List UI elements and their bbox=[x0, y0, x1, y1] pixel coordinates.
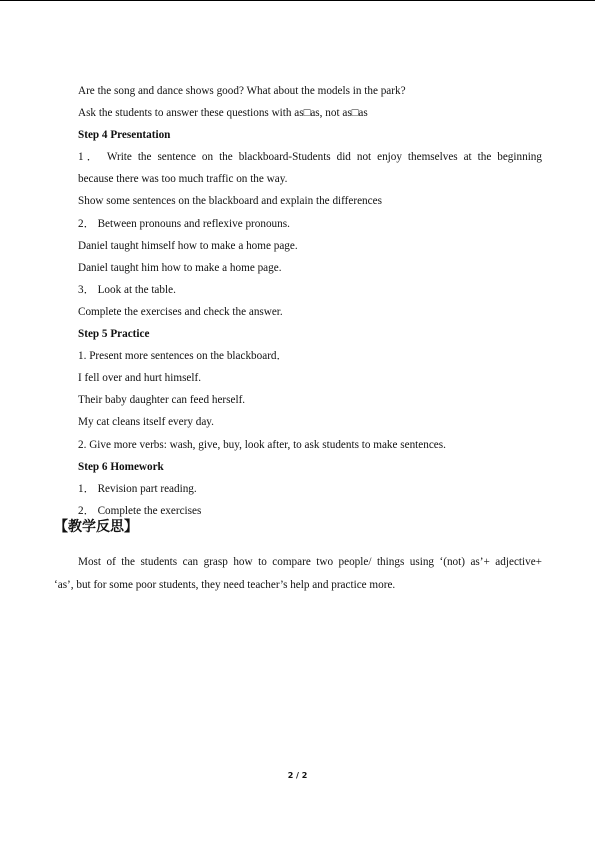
teaching-reflection-heading: 【教学反思】 bbox=[54, 519, 138, 535]
body-line: 1． Revision part reading. bbox=[78, 482, 197, 495]
body-line: 2． Between pronouns and reflexive pronouns. bbox=[78, 217, 290, 230]
body-line: 3． Look at the table. bbox=[78, 283, 176, 296]
body-line: Complete the exercises and check the answer. bbox=[78, 305, 283, 318]
body-line: I fell over and hurt himself. bbox=[78, 372, 202, 385]
body-line: Show some sentences on the blackboard and explain the differences bbox=[78, 195, 382, 208]
body-line: 2． Complete the exercises bbox=[78, 504, 202, 517]
reflection-line-1: Most of the students can grasp how to compare two people/ things using ‘(not) as’+ adjective+ bbox=[78, 556, 542, 568]
body-line: 2. Give more verbs: wash, give, buy, look after, to ask students to make sentences. bbox=[78, 438, 446, 451]
body-line: My cat cleans itself every day. bbox=[78, 416, 214, 429]
body-line: Are the song and dance shows good? What about the models in the park? bbox=[78, 85, 406, 97]
body-line: Their baby daughter can feed herself. bbox=[78, 394, 246, 407]
body-line: Ask the students to answer these questions with as□as, not as□as bbox=[78, 107, 368, 120]
step-heading: Step 4 Presentation bbox=[78, 129, 171, 142]
body-line: Daniel taught him how to make a home page. bbox=[78, 261, 282, 274]
page-number: 2 / 2 bbox=[287, 771, 308, 780]
lesson-steps-body bbox=[78, 80, 542, 522]
body-line: because there was too much traffic on the way. bbox=[78, 173, 288, 186]
body-line: 1. Present more sentences on the blackboard． bbox=[78, 350, 288, 363]
step-heading: Step 5 Practice bbox=[78, 328, 150, 341]
page-top-rule bbox=[0, 0, 595, 1]
reflection-line-2: ‘as’, but for some poor students, they need teacher’s help and practice more. bbox=[54, 578, 396, 591]
teaching-reflection-body bbox=[54, 551, 542, 596]
body-line: 1． Write the sentence on the blackboard-Students did not enjoy themselves at the beginning bbox=[78, 151, 542, 164]
body-line: Daniel taught himself how to make a home page. bbox=[78, 239, 298, 252]
step-heading: Step 6 Homework bbox=[78, 460, 164, 473]
